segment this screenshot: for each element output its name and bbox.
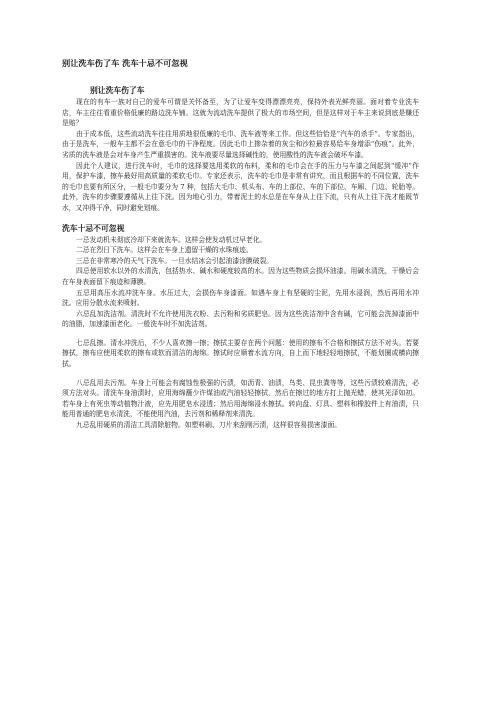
taboo-item-8: 八忌乱用去污剂。车身上可能会有腐蚀性极强的污渍，如沥青、油渍，鸟类、昆虫粪等等，这些污渍较难清洗，必须方法对头。清洗车身油渍时，应用海绵蘸少许煤油或汽油轻轻擦拭，然后在擦过的地方打上抛光蜡，使其光泽如初。若车身上有死虫等动植物汁液，应先用肥皂水浸透；然后用海绵浸水擦拭。转向盘、灯具、塑料和橡胶件上有油渍，只能用普通的肥皂水清洗，不能使用汽油，去污剂和稀释剂来清洗。 xyxy=(62,378,419,419)
paragraph: 因此个人建议，进行洗车时，毛巾的选择要选用柔软的布料，柔和的毛巾会在手的压力与车漆之间起到“缓冲”作用，保护车漆，擦车最好用高质量的柔软毛巾。专家还表示，洗车的毛巾是非常有讲究，而且根据车的不同位置，洗车的毛巾也要有所区分，一般毛巾要分为 7 种，包括大毛巾、机头布、车的上部位、车的下部位、车厢、门边、轮胎等。此外，洗车的步骤要遵循从上往下洗。因为地心引力，带着泥土的水总是在车身从上往下流，只有从上往下洗才能既节水，又冲得干净，同时避免划痕。 xyxy=(62,161,419,212)
taboo-item-3: 三忌在非常寒冷的天气下洗车。一旦水结冰会引起油漆涂膜破裂。 xyxy=(76,256,274,265)
taboo-item-1: 一忌发动机未彻底冷却下来就洗车。这样会使发动机过早老化。 xyxy=(76,235,267,244)
section-heading-ten-taboos: 洗车十忌不可忽视 xyxy=(62,223,125,233)
taboo-item-9: 九忌乱用硬质的清洁工具清除脏物。如塑料刷、刀片来刮削污渍，这样很容易损害漆面。 xyxy=(76,421,342,430)
taboo-item-7: 七忌乱擦。清水冲洗后，不少人喜欢擦一擦；擦拭主要存在两个问题：使用的擦布不合格和擦拭方法不对头。若要擦拭，擦布应使用柔软的擦布或软而清洁的海绵。擦试时应顺着水流方向，自上而下地轻轻地擦拭，不能划圈或横向擦拭。 xyxy=(62,338,419,369)
paragraph: 由于成本低，这些流动洗车往往用质地很低廉的毛巾、洗车液等来工作。但这些恰恰是“汽车的杀手”。专家指出，由于是洗车，一般车主都不会在意毛巾的干净程度。因此毛巾上掺杂着的灰尘和沙粒最容易给车身增添“伤痕”。此外，劣质的洗车液是会对车身产生严重损害的。洗车液要尽量选择碱性的，使用酸性的洗车液会破坏车漆。 xyxy=(62,129,419,159)
section-heading-damage: 别让洗车伤了车 xyxy=(90,86,145,95)
taboo-item-5: 五忌用高压水流冲洗车身。水压过大，会损伤车身漆面。如遇车身上有坚硬的尘泥，先用水浸润，然后再用水冲洗。应用分散水流来喷射。 xyxy=(62,288,419,308)
taboo-item-4: 四忌使用软水以外的水清洗，包括热水、碱水和硬度较高的水。因为这些物质会损坏油漆。用碱水清洗，干燥后会在车身表面留下痕迹和薄膜。 xyxy=(62,267,419,286)
paragraph: 现在的有车一族对自己的爱车可谓是关怀备至，为了让爱车变得漂漂亮亮，保持外表光鲜亮丽。面对着专业洗车店，车主往往看重价格低廉的路边洗车铺。这就为流动洗车提供了极大的市场空间，但是这样对于车主来说到底是赚还是赔？ xyxy=(62,98,419,128)
taboo-item-6: 六忌乱加洗洁剂。清洗时不允许使用洗衣粉、去污粉和劣质肥皂。因为这些洗洁剂中含有碱，它可能会洗掉漆面中的油脂，加速漆面老化。一般洗车时不加洗洁剂。 xyxy=(62,309,419,329)
taboo-item-2: 二忌在烈日下洗车。这样会在车身上遗留干燥的水珠痕迹。 xyxy=(76,246,253,255)
document-title: 别让洗车伤了车 洗车十忌不可忽视 xyxy=(62,58,188,68)
